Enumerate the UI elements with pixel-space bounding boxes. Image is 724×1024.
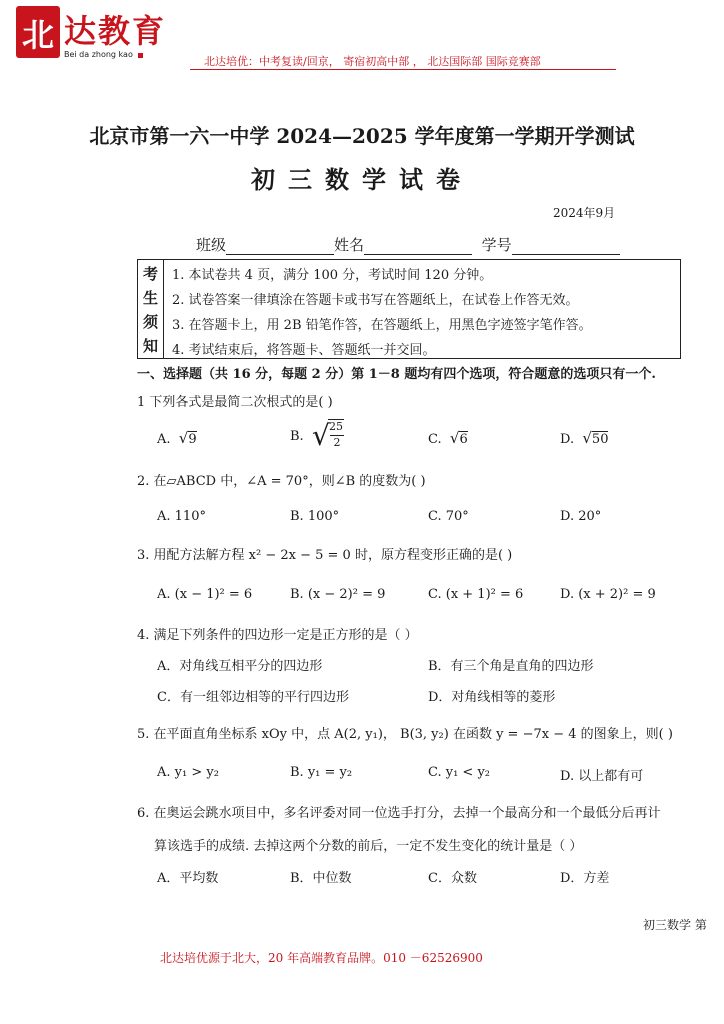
notice-label <box>138 260 164 358</box>
q1-option-c[interactable]: C. √6 <box>428 429 468 447</box>
q5-option-d[interactable]: D. 以上都有可 <box>560 769 644 784</box>
id-blank[interactable] <box>512 239 620 255</box>
logo-char: 北 <box>21 16 54 54</box>
logo-square-decoration <box>138 53 143 58</box>
id-label: 学号 <box>481 236 512 254</box>
q4-option-d[interactable]: D．对角线相等的菱形 <box>428 690 556 705</box>
logo-text: 达教育 <box>64 12 167 50</box>
q5-option-b[interactable]: B. y₁ = y₂ <box>290 765 353 780</box>
question-5-stem: 5. 在平面直角坐标系 xOy 中，点 A(2, y₁)， B(3, y₂) 在函数 y = −7x − 4 的图象上，则( ) <box>137 727 673 742</box>
section-header: 一、选择题（共 16 分，每题 2 分）第 1－8 题均有四个选项，符合题意的选项只有一个. <box>137 367 656 382</box>
q2-option-b[interactable]: B. 100° <box>290 509 340 524</box>
notice-item: 2. 试卷答案一律填涂在答题卡或书写在答题纸上，在试卷上作答无效。 <box>172 293 579 308</box>
question-6-stem-line2: 算该选手的成绩. 去掉这两个分数的前后，一定不发生变化的统计量是（ ） <box>154 839 583 854</box>
name-label: 姓名 <box>334 236 365 254</box>
question-6-stem-line1: 6. 在奥运会跳水项目中，多名评委对同一位选手打分，去掉一个最高分和一个最低分后再计 <box>137 806 661 821</box>
q1-option-a[interactable]: A. √9 <box>157 429 197 447</box>
q2-option-c[interactable]: C. 70° <box>428 509 469 524</box>
question-4-stem: 4. 满足下列条件的四边形一定是正方形的是（ ） <box>137 628 418 643</box>
exam-notice-box <box>137 259 681 359</box>
class-blank[interactable] <box>226 239 334 255</box>
q3-option-c[interactable]: C. (x + 1)² = 6 <box>428 587 524 602</box>
notice-label-char: 考 <box>142 265 158 283</box>
name-blank[interactable] <box>364 239 472 255</box>
option-letter: A. <box>157 432 171 447</box>
q6-option-c[interactable]: C．众数 <box>428 871 477 886</box>
q1-b-numerator: 25 <box>329 420 343 433</box>
page-label: 初三数学 第 <box>643 918 707 932</box>
q1-d-radicand: 50 <box>591 432 609 447</box>
q3-option-d[interactable]: D. (x + 2)² = 9 <box>560 587 656 602</box>
exam-title: 北京市第一六一中学 2024—2025 学年度第一学期开学测试 <box>89 124 635 148</box>
option-letter: D. <box>560 432 575 447</box>
class-label: 班级 <box>196 236 227 254</box>
q3-option-b[interactable]: B. (x − 2)² = 9 <box>290 587 386 602</box>
notice-item: 3. 在答题卡上，用 2B 铅笔作答，在答题纸上，用黑色字迹签字笔作答。 <box>172 318 592 333</box>
question-3-stem: 3. 用配方法解方程 x² − 2x − 5 = 0 时，原方程变形正确的是( ) <box>137 548 513 563</box>
q1-b-denominator: 2 <box>330 435 344 449</box>
q6-option-b[interactable]: B．中位数 <box>290 871 352 886</box>
exam-date: 2024年9月 <box>553 206 616 220</box>
logo-subtitle: Bei da zhong kao <box>64 50 133 59</box>
q6-option-d[interactable]: D．方差 <box>560 871 610 886</box>
q5-option-c[interactable]: C. y₁ < y₂ <box>428 765 491 780</box>
option-letter: C. <box>428 432 442 447</box>
footer-advert: 北达培优源于北大，20 年高端教育品牌。010 －62526900 <box>160 951 483 965</box>
question-1-stem: 1 下列各式是最简二次根式的是( ) <box>137 395 333 410</box>
notice-label-char: 须 <box>142 313 158 331</box>
header-rule <box>190 69 616 70</box>
q1-c-radicand: 6 <box>459 432 468 447</box>
q4-option-c[interactable]: C．有一组邻边相等的平行四边形 <box>157 690 349 705</box>
notice-item: 4. 考试结束后，将答题卡、答题纸一并交回。 <box>172 343 436 358</box>
q1-option-d[interactable]: D. √50 <box>560 429 609 447</box>
q3-option-a[interactable]: A. (x − 1)² = 6 <box>157 587 253 602</box>
student-info-fields <box>196 234 620 255</box>
q2-option-a[interactable]: A. 110° <box>157 509 206 524</box>
notice-label-char: 生 <box>142 289 158 307</box>
q4-option-a[interactable]: A．对角线互相平分的四边形 <box>157 659 323 674</box>
q5-option-a[interactable]: A. y₁ > y₂ <box>157 765 219 780</box>
q6-option-a[interactable]: A．平均数 <box>157 871 219 886</box>
q1-a-radicand: 9 <box>188 432 197 447</box>
option-letter: B. <box>290 429 304 444</box>
notice-item: 1. 本试卷共 4 页，满分 100 分，考试时间 120 分钟。 <box>172 268 493 283</box>
notice-label-char: 知 <box>142 337 158 355</box>
exam-subtitle: 初三数学试卷 <box>251 165 473 194</box>
header-slogan: 北达培优：中考复读/回京， 寄宿初高中部 ， 北达国际部 国际竞赛部 <box>204 55 541 68</box>
question-2-stem: 2. 在▱ABCD 中，∠A = 70°，则∠B 的度数为( ) <box>137 474 426 489</box>
logo-mark <box>16 6 60 58</box>
q2-option-d[interactable]: D. 20° <box>560 509 602 524</box>
q4-option-b[interactable]: B．有三个角是直角的四边形 <box>428 659 594 674</box>
